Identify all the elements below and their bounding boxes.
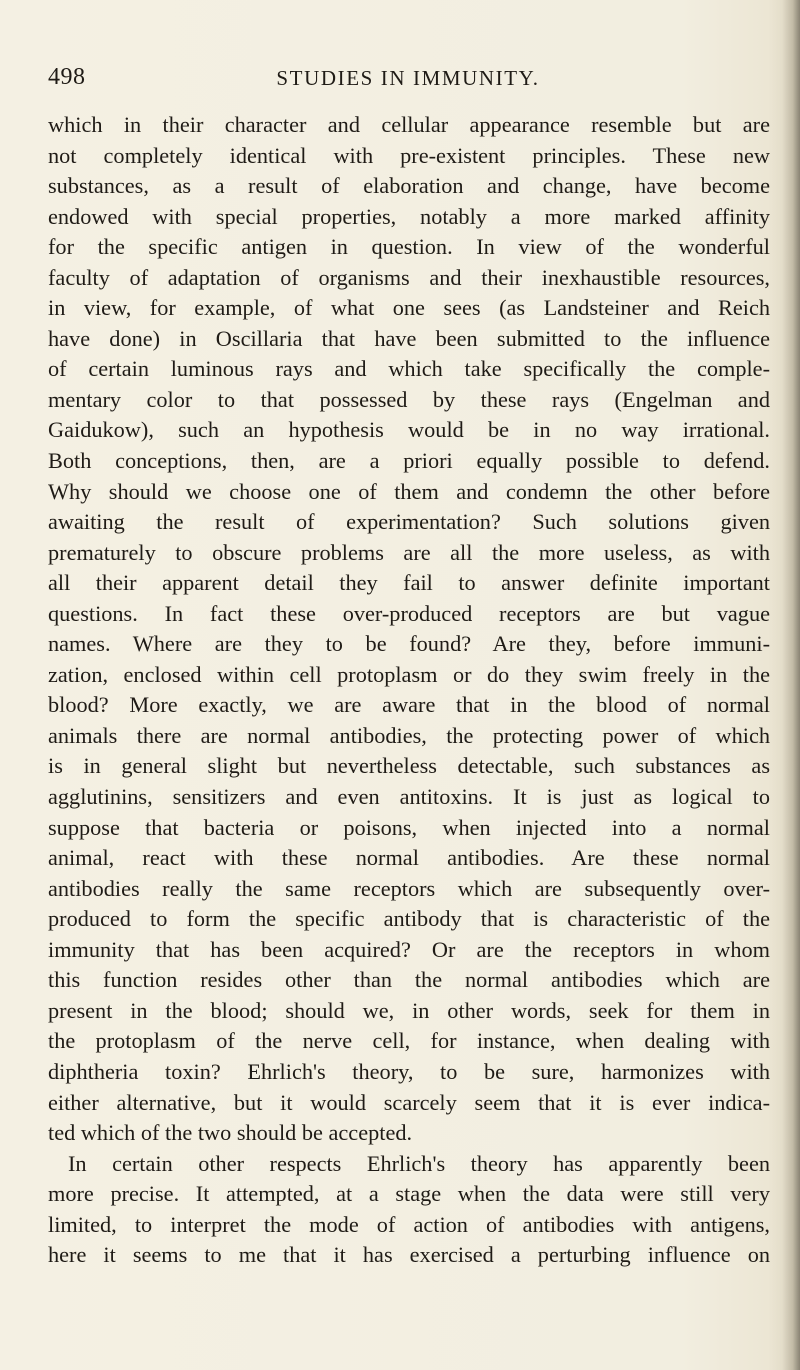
text-line: have done) in Oscillaria that have been submitted to the influence [48, 325, 770, 351]
text-line: limited, to interpret the mode of action of antibodies with antigens, [48, 1211, 770, 1237]
text-line: animal, react with these normal antibodies. Are these normal [48, 845, 770, 871]
page-number: 498 [48, 64, 86, 90]
text-line: agglutinins, sensitizers and even antitoxins. It is just as logical to [48, 784, 770, 810]
text-line: immunity that has been acquired? Or are the receptors in whom [48, 936, 770, 962]
text-line: antibodies really the same receptors which are subsequently over- [48, 875, 770, 901]
text-line: animals there are normal antibodies, the protecting power of which [48, 722, 770, 748]
text-line: endowed with special properties, notably a more marked affinity [48, 203, 770, 229]
text-line: all their apparent detail they fail to answer definite important [48, 570, 770, 596]
text-line: suppose that bacteria or poisons, when injected into a normal [48, 814, 770, 840]
running-title: STUDIES IN IMMUNITY. [276, 66, 540, 90]
text-line: blood? More exactly, we are aware that in the blood of normal [48, 692, 770, 718]
text-line: diphtheria toxin? Ehrlich's theory, to be sure, harmonizes with [48, 1058, 770, 1084]
body-text [48, 110, 770, 1271]
paragraph-end-line: ted which of the two should be accepted. [48, 1120, 413, 1146]
text-line: more precise. It attempted, at a stage when the data were still very [48, 1181, 770, 1207]
text-line: zation, enclosed within cell protoplasm or do they swim freely in the [48, 661, 770, 687]
text-line: not completely identical with pre-existent principles. These new [48, 142, 770, 168]
page-header [48, 64, 768, 104]
text-line: here it seems to me that it has exercised a perturbing influence on [48, 1242, 770, 1268]
text-line: awaiting the result of experimentation? Such solutions given [48, 509, 770, 535]
text-line: Why should we choose one of them and condemn the other before [48, 478, 770, 504]
text-line: Both conceptions, then, are a priori equally possible to defend. [48, 448, 770, 474]
text-line: prematurely to obscure problems are all the more useless, as with [48, 539, 770, 565]
text-line: mentary color to that possessed by these rays (Engelman and [48, 386, 770, 412]
text-line: of certain luminous rays and which take specifically the comple- [48, 356, 770, 382]
text-line: names. Where are they to be found? Are they, before immuni- [48, 631, 770, 657]
text-line: in view, for example, of what one sees (as Landsteiner and Reich [48, 295, 770, 321]
text-line: produced to form the specific antibody that is characteristic of the [48, 906, 770, 932]
page-edge-shadow [782, 0, 800, 1370]
text-line: for the specific antigen in question. In view of the wonderful [48, 234, 770, 260]
text-line: present in the blood; should we, in other words, seek for them in [48, 997, 770, 1023]
text-line: the protoplasm of the nerve cell, for instance, when dealing with [48, 1028, 770, 1054]
text-line: faculty of adaptation of organisms and their inexhaustible resources, [48, 264, 770, 290]
paragraph-start-line: In certain other respects Ehrlich's theory has apparently been [68, 1150, 770, 1176]
text-line: Gaidukow), such an hypothesis would be in no way irrational. [48, 417, 770, 443]
text-line: substances, as a result of elaboration and change, have become [48, 173, 770, 199]
text-line: which in their character and cellular appearance resemble but are [48, 112, 770, 137]
text-line: is in general slight but nevertheless detectable, such substances as [48, 753, 770, 779]
text-line: either alternative, but it would scarcely seem that it is ever indica- [48, 1089, 770, 1115]
text-line: questions. In fact these over-produced receptors are but vague [48, 600, 770, 626]
text-line: this function resides other than the normal antibodies which are [48, 967, 770, 993]
